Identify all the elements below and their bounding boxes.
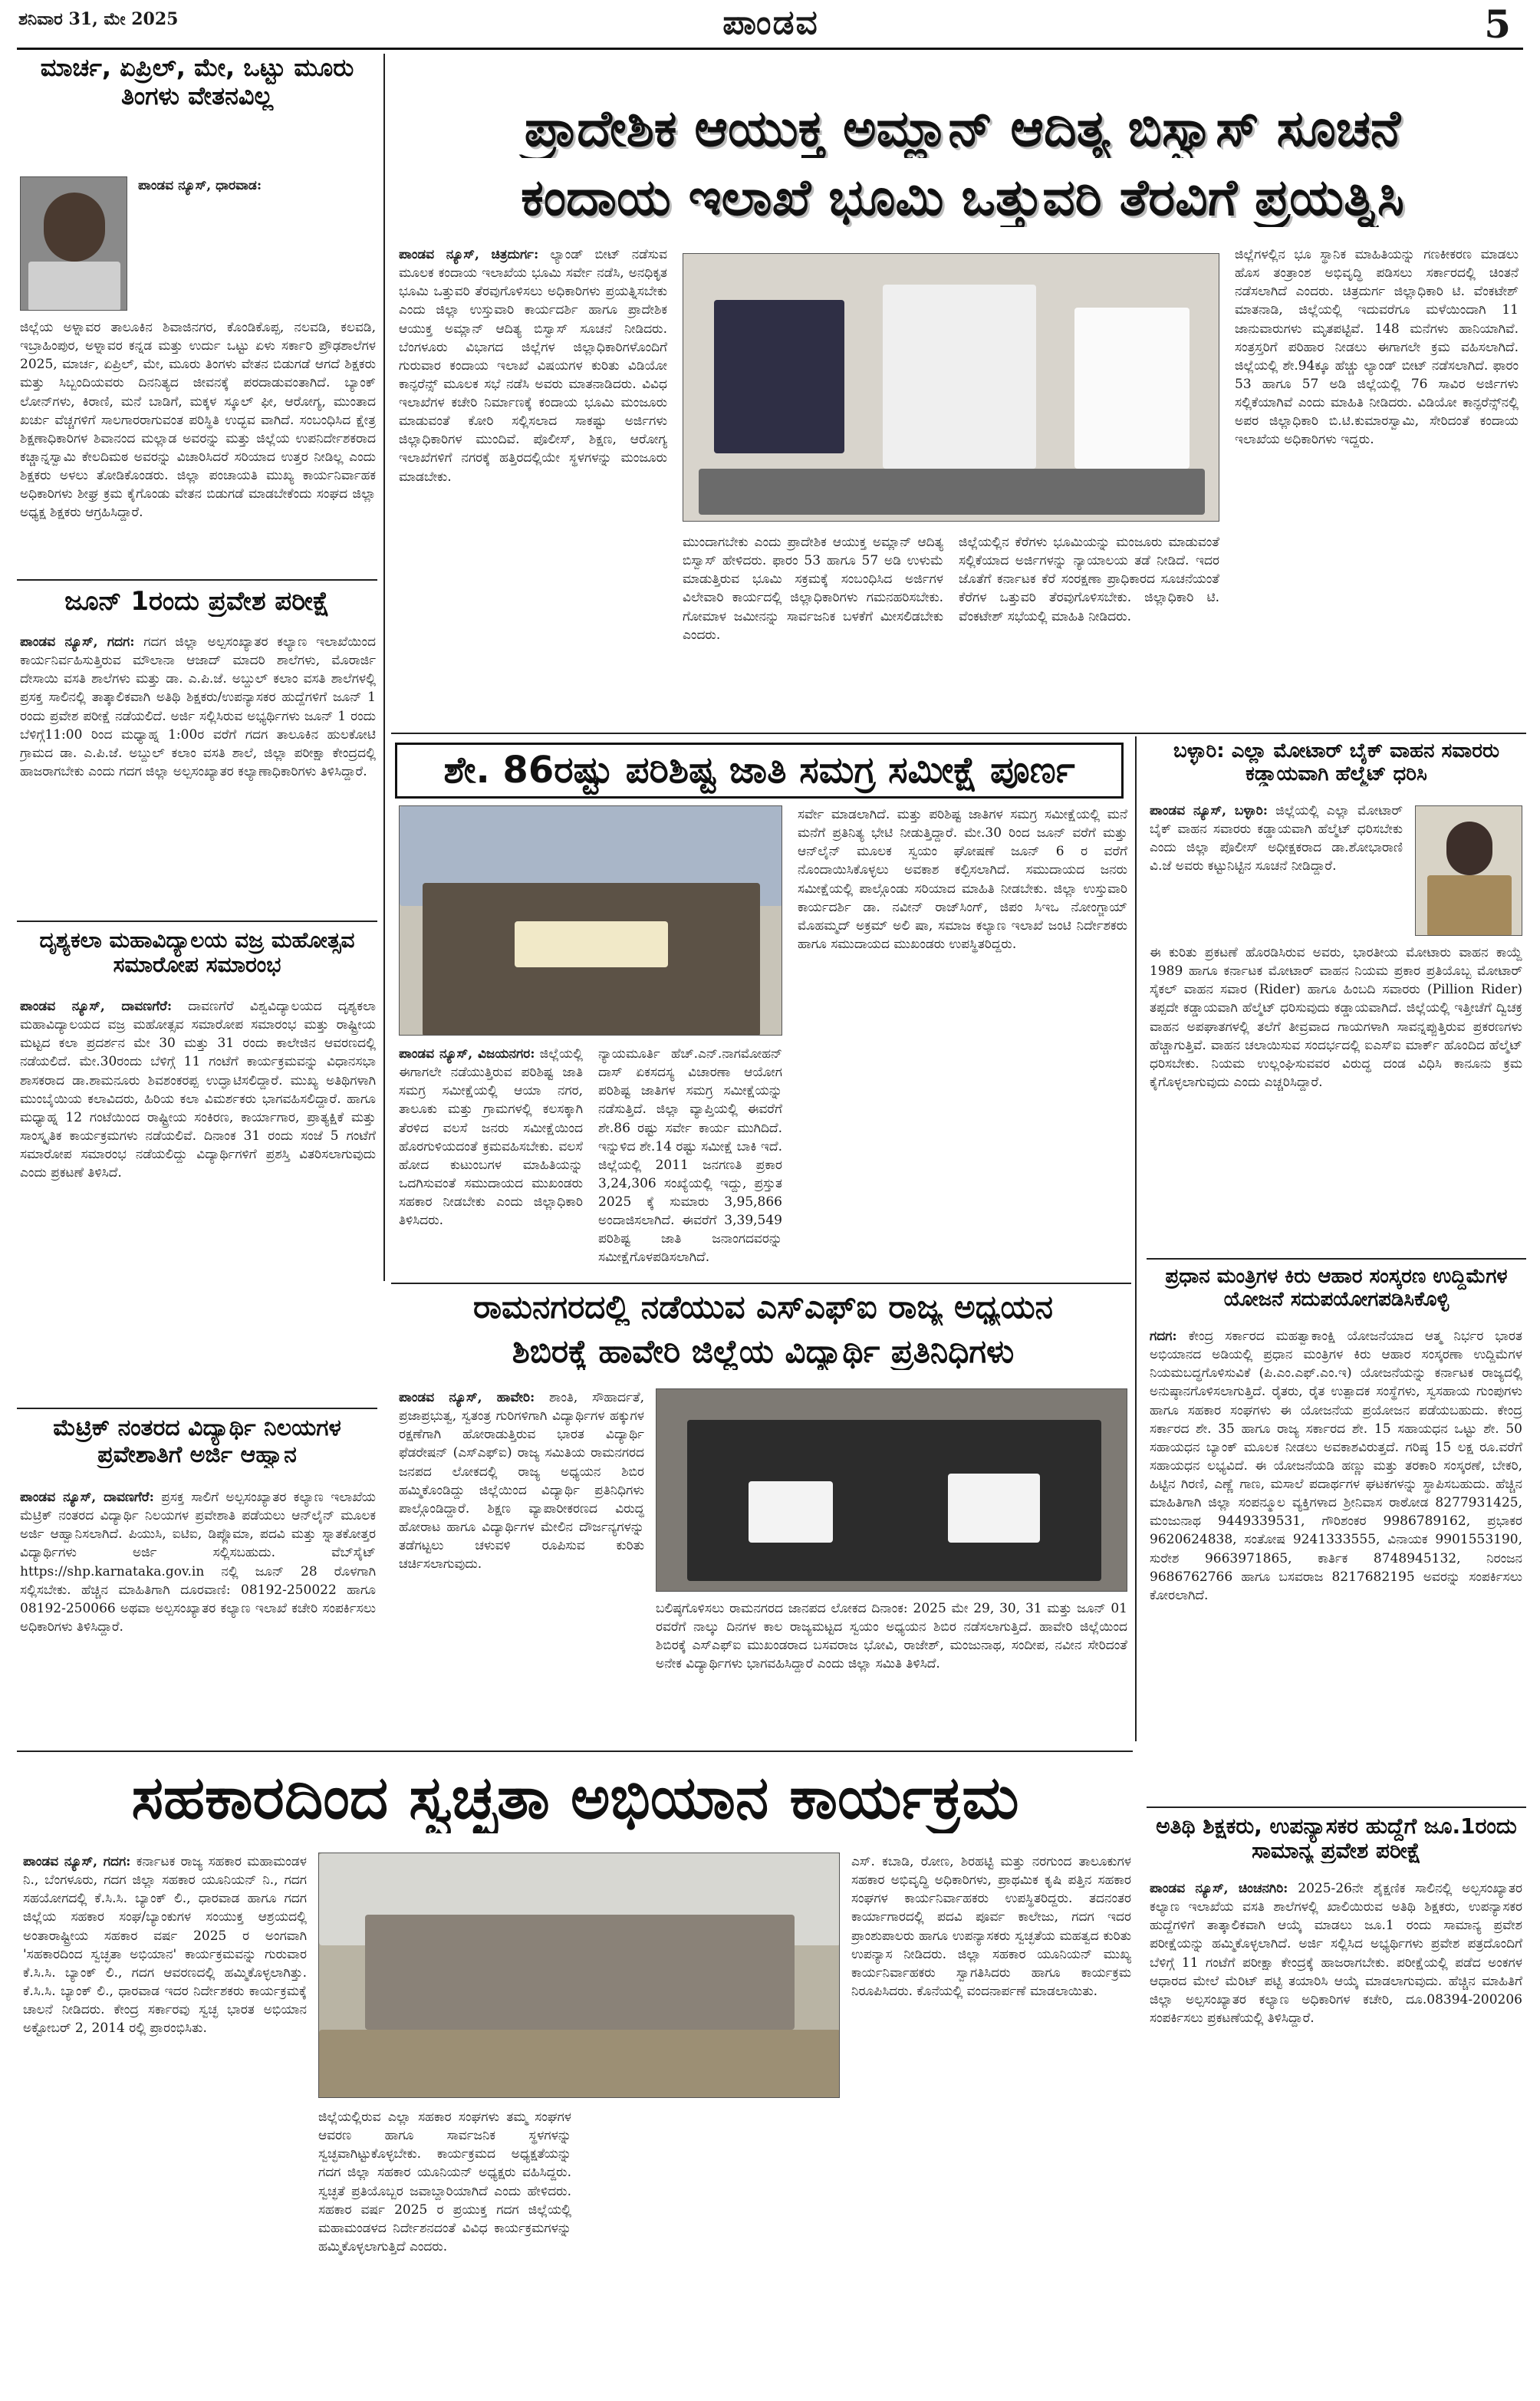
caste-survey-body-right: ಸರ್ವೇ ಮಾಡಲಾಗಿದೆ. ಮತ್ತು ಪರಿಶಿಷ್ಟ ಜಾತಿಗಳ ಸಮಗ್ರ ಸಮೀಕ್ಷೆಯಲ್ಲಿ ಮನೆ ಮನೆಗೆ ಪ್ರತಿನಿತ್ಯ ಭೇಟಿ ನೀಡುತ್ತಿದ್ದಾರೆ. ಮೇ.30 ರಿಂದ ಜೂನ್ ವರೆಗೆ ಮತ್ತು ಆನ್‌ಲೈನ್ ಮೂಲಕ ಸ್ವಯಂ ಘೋಷಣೆ ಜೂನ್ 6 ರ ವರೆಗೆ ನೊಂದಾಯಿಸಿಕೊಳ್ಳಲು ಅವಕಾಶ ಕಲ್ಪಿಸಲಾಗಿದೆ. ಸಮುದಾಯದ ಜನರು ಸಮೀಕ್ಷೆಯಲ್ಲಿ ಪಾಲ್ಗೊಂಡು ಸರಿಯಾದ ಮಾಹಿತಿ ನೀಡಬೇಕು. ಜಿಲ್ಲಾ ಉಸ್ತುವಾರಿ ಕಾರ್ಯದರ್ಶಿ ಡಾ. ನವೀನ್ ರಾಜ್‌ಸಿಂಗ್, ಜಿಪಂ ಸಿಇಒ ನೋಂಗ್ಜಾಯ್ ಮೊಹಮ್ಮದ್ ಅಕ್ರಮ್ ಅಲಿ ಷಾ, ಸಮಾಜ ಕಲ್ಯಾಣ ಇಲಾಖೆ ಜಂಟಿ ನಿರ್ದೇಶಕರು ಹಾಗೂ ಸಮುದಾಯದ ಮುಖಂಡರು ಉಪಸ್ಥಿತರಿದ್ದರು. — [798, 807, 1127, 952]
issue-date: ಶನಿವಾರ 31, ಮೇ 2025 — [18, 9, 179, 29]
story-pravesha — [17, 587, 377, 917]
cleanliness-photo — [318, 1853, 840, 2098]
lead-body-mid: ಮುಂದಾಗಬೇಕು ಎಂದು ಪ್ರಾದೇಶಿಕ ಆಯುಕ್ತ ಅಮ್ಲಾನ್ ಆದಿತ್ಯ ಬಿಸ್ವಾಸ್ ಹೇಳಿದರು. ಫಾರಂ 53 ಹಾಗೂ 57 ಅಡಿ ಉಳುಮೆ ಮಾಡುತ್ತಿರುವ ಭೂಮಿ ಸಕ್ರಮಕ್ಕೆ ಸಂಬಂಧಿಸಿದ ಅರ್ಜಿಗಳ ವಿಲೇವಾರಿ ಕಾರ್ಯದಲ್ಲಿ ಜಿಲ್ಲಾಧಿಕಾರಿಗಳು ಗಮನಹರಿಸಬೇಕು. ಗೋಮಾಳ ಜಮೀನನ್ನು ಸಾರ್ವಜನಿಕ ಬಳಕೆಗೆ ಮೀಸಲಿಡಬೇಕು ಎಂದರು. — [683, 535, 943, 643]
lead-headline-line1: ಪ್ರಾದೇಶಿಕ ಆಯುಕ್ತ ಅಮ್ಲಾನ್ ಆದಿತ್ಯ ಬಿಸ್ವಾಸ್ ಸೂಚನೆ — [524, 100, 1401, 158]
hostel-byline: ಪಾಂಡವ ನ್ಯೂಸ್, ದಾವಣಗೆರೆ: — [20, 1490, 154, 1505]
salary-photo — [20, 176, 127, 311]
caste-survey-headline: ಶೇ. 86ರಷ್ಟು ಪರಿಶಿಷ್ಟ ಜಾತಿ ಸಮಗ್ರ ಸಮೀಕ್ಷೆ ಪೂರ್ಣ — [395, 743, 1124, 799]
story-helmet — [1147, 740, 1526, 1250]
sfi-headline-line2: ಶಿಬಿರಕ್ಕೆ ಹಾವೇರಿ ಜಿಲ್ಲೆಯ ವಿದ್ಯಾರ್ಥಿ ಪ್ರತಿನಿಧಿಗಳು — [512, 1333, 1015, 1370]
lead-byline: ಪಾಂಡವ ನ್ಯೂಸ್, ಚಿತ್ರದುರ್ಗ: — [399, 247, 539, 262]
art-college-headline: ದೃಶ್ಯಕಲಾ ಮಹಾವಿದ್ಯಾಲಯ ವಜ್ರ ಮಹೋತ್ಸವ ಸಮಾರೋಪ ಸಮಾರಂಭ — [39, 928, 355, 978]
lead-headline-line2: ಕಂದಾಯ ಇಲಾಖೆ ಭೂಮಿ ಒತ್ತುವರಿ ತೆರವಿಗೆ ಪ್ರಯತ್ನಿಸಿ — [521, 169, 1404, 227]
cleanliness-body-right: ಎಸ್. ಕಬಾಡಿ, ರೋಣ, ಶಿರಹಟ್ಟಿ ಮತ್ತು ನರಗುಂದ ತಾಲೂಕುಗಳ ಸಹಕಾರ ಅಭಿವೃದ್ಧಿ ಅಧಿಕಾರಿಗಳು, ಪ್ರಾಥಮಿಕ ಕೃಷಿ ಪತ್ತಿನ ಸಹಕಾರ ಸಂಘಗಳ ಕಾರ್ಯನಿರ್ವಾಹಕರು ಉಪಸ್ಥಿತರಿದ್ದರು. ತದನಂತರ ಕಾರ್ಯಾಗಾರದಲ್ಲಿ ಪದವಿ ಪೂರ್ವ ಕಾಲೇಜು, ಗದಗ ಇದರ ಪ್ರಾಂಶುಪಾಲರು ಹಾಗೂ ಉಪನ್ಯಾಸಕರು ಸ್ವಚ್ಛತೆಯ ಮಹತ್ವದ ಕುರಿತು ಉಪನ್ಯಾಸ ನೀಡಿದರು. ಜಿಲ್ಲಾ ಸಹಕಾರ ಯೂನಿಯನ್ ಮುಖ್ಯ ಕಾರ್ಯನಿರ್ವಾಹಕರು ಸ್ವಾಗತಿಸಿದರು ಹಾಗೂ ಕಾರ್ಯಕ್ರಮ ನಿರೂಪಿಸಿದರು. ಕೊನೆಯಲ್ಲಿ ವಂದನಾರ್ಪಣೆ ಮಾಡಲಾಯಿತು. — [851, 1854, 1131, 1999]
divider-salary-bottom — [17, 579, 377, 581]
cleanliness-byline: ಪಾಂಡವ ನ್ಯೂಸ್, ಗದಗ: — [23, 1854, 131, 1869]
cleanliness-body-mid2 — [583, 2108, 840, 2389]
divider-clean-top — [17, 1751, 1133, 1752]
helmet-headline: ಬಳ್ಳಾರಿ: ಎಲ್ಲಾ ಮೋಟಾರ್ ಬೈಕ್ ವಾಹನ ಸವಾರರು ಕಡ್ಡಾಯವಾಗಿ ಹೆಲ್ಮೆಟ್ ಧರಿಸಿ — [1173, 740, 1499, 786]
caste-survey-body-mid: ನ್ಯಾಯಮೂರ್ತಿ ಹೆಚ್.ಎನ್.ನಾಗಮೋಹನ್ ದಾಸ್ ಏಕಸದಸ್ಯ ವಿಚಾರಣಾ ಆಯೋಗ ಪರಿಶಿಷ್ಟ ಜಾತಿಗಳ ಸಮಗ್ರ ಸಮೀಕ್ಷೆಯನ್ನು ನಡೆಸುತ್ತಿದೆ. ಜಿಲ್ಲಾ ವ್ಯಾಪ್ತಿಯಲ್ಲಿ ಈವರೆಗೆ ಶೇ.86 ರಷ್ಟು ಸರ್ವೇ ಕಾರ್ಯ ಮುಗಿದಿದೆ. ಇನ್ನುಳಿದ ಶೇ.14 ರಷ್ಟು ಸಮೀಕ್ಷೆ ಬಾಕಿ ಇದೆ. ಜಿಲ್ಲೆಯಲ್ಲಿ 2011 ಜನಗಣತಿ ಪ್ರಕಾರ 3,24,306 ಸಂಖ್ಯೆಯಲ್ಲಿ ಇದ್ದು, ಪ್ರಸ್ತುತ 2025 ಕ್ಕೆ ಸುಮಾರು 3,95,866 ಅಂದಾಜಿಸಲಾಗಿದೆ. ಈವರೆಗೆ 3,39,549 ಪರಿಶಿಷ್ಟ ಜಾತಿ ಜನಾಂಗದವರನ್ನು ಸಮೀಕ್ಷೆಗೊಳಪಡಿಸಲಾಗಿದೆ. — [598, 1046, 782, 1266]
helmet-body: ಈ ಕುರಿತು ಪ್ರಕಟಣೆ ಹೊರಡಿಸಿರುವ ಅವರು, ಭಾರತೀಯ ಮೋಟಾರು ವಾಹನ ಕಾಯ್ದೆ 1989 ಹಾಗೂ ಕರ್ನಾಟಕ ಮೋಟಾರ್ ವಾಹನ ನಿಯಮ ಪ್ರಕಾರ ಪ್ರತಿಯೊಬ್ಬ ಮೋಟಾರ್ ಸೈಕಲ್ ವಾಹನ ಸವಾರ (Rider) ಹಾಗೂ ಹಿಂಬದಿ ಸವಾರರು (Pillion Rider) ತಪ್ಪದೇ ಕಡ್ಡಾಯವಾಗಿ ಹೆಲ್ಮೆಟ್ ಧರಿಸುವುದು ಕಡ್ಡಾಯವಾಗಿದೆ. ಜಿಲ್ಲೆಯಲ್ಲಿ ಇತ್ತೀಚೆಗೆ ದ್ವಿಚಕ್ರ ವಾಹನ ಅಪಘಾತಗಳಲ್ಲಿ ತಲೆಗೆ ತೀವ್ರವಾದ ಗಾಯಗಳಾಗಿ ಸಾವನ್ನಪ್ಪುತ್ತಿರುವ ಪ್ರಕರಣಗಳು ಹೆಚ್ಚಾಗುತ್ತಿವೆ. ವಾಹನ ಚಲಾಯಿಸುವ ಸಂದರ್ಭದಲ್ಲಿ ಐಎಸ್‌ಐ ಮಾರ್ಕ್ ಹೊಂದಿದ ಹೆಲ್ಮೆಟ್ ಧರಿಸಬೇಕು. ನಿಯಮ ಉಲ್ಲಂಘಿಸುವವರ ವಿರುದ್ಧ ದಂಡ ವಿಧಿಸಿ ಕಾನೂನು ಕ್ರಮ ಕೈಗೊಳ್ಳಲಾಗುವುದು ಎಂದು ಎಚ್ಚರಿಸಿದ್ದಾರೆ. — [1150, 945, 1522, 1090]
guest-teacher-byline: ಪಾಂಡವ ನ್ಯೂಸ್, ಚಿಂಚನಗಿರಿ: — [1150, 1881, 1288, 1896]
cleanliness-body-left: ಕರ್ನಾಟಕ ರಾಜ್ಯ ಸಹಕಾರ ಮಹಾಮಂಡಳ ನಿ., ಬೆಂಗಳೂರು, ಗದಗ ಜಿಲ್ಲಾ ಸಹಕಾರ ಯೂನಿಯನ್ ನಿ., ಗದಗ ಸಹಯೋಗದಲ್ಲಿ ಕೆ.ಸಿ.ಸಿ. ಬ್ಯಾಂಕ್ ಲಿ., ಧಾರವಾಡ ಹಾಗೂ ಗದಗ ಜಿಲ್ಲೆಯ ಸಹಕಾರ ಸಂಘ/ಬ್ಯಾಂಕುಗಳ ಸಂಯುಕ್ತ ಆಶ್ರಯದಲ್ಲಿ ಅಂತಾರಾಷ್ಟ್ರೀಯ ಸಹಕಾರ ವರ್ಷ 2025 ರ ಅಂಗವಾಗಿ 'ಸಹಕಾರದಿಂದ ಸ್ವಚ್ಛತಾ ಅಭಿಯಾನ' ಕಾರ್ಯಕ್ರಮವನ್ನು ಗುರುವಾರ ಕೆ.ಸಿ.ಸಿ. ಬ್ಯಾಂಕ್ ಲಿ., ಗದಗ ಆವರಣದಲ್ಲಿ ಹಮ್ಮಿಕೊಳ್ಳಲಾಗಿತ್ತು. ಕೆ.ಸಿ.ಸಿ. ಬ್ಯಾಂಕ್ ಲಿ., ಧಾರವಾಡ ಇದರ ನಿರ್ದೇಶಕರು ಕಾರ್ಯಕ್ರಮಕ್ಕೆ ಚಾಲನೆ ನೀಡಿದರು. ಕೇಂದ್ರ ಸರ್ಕಾರವು ಸ್ವಚ್ಛ ಭಾರತ ಅಭಿಯಾನ ಅಕ್ಟೋಬರ್ 2, 2014 ರಲ್ಲಿ ಪ್ರಾರಂಭಿಸಿತು. — [23, 1854, 307, 2037]
cleanliness-headline: ಸಹಕಾರದಿಂದ ಸ್ವಚ್ಛತಾ ಅಭಿಯಾನ ಕಾರ್ಯಕ್ರಮ — [131, 1764, 1019, 1833]
story-hostel — [17, 1415, 377, 1749]
lead-body-right-mid: ಜಿಲ್ಲೆಯಲ್ಲಿನ ಕೆರೆಗಳು ಭೂಮಿಯನ್ನು ಮಂಜೂರು ಮಾಡುವಂತೆ ಸಲ್ಲಿಕೆಯಾದ ಅರ್ಜಿಗಳನ್ನು ನ್ಯಾಯಾಲಯ ತಡೆ ನೀಡಿದೆ. ಇದರ ಜೊತೆಗೆ ಕರ್ನಾಟಕ ಕೆರೆ ಸಂರಕ್ಷಣಾ ಪ್ರಾಧಿಕಾರದ ಸೂಚನೆಯಂತೆ ಕೆರೆಗಳ ಒತ್ತುವರಿ ತೆರವುಗೊಳಿಸಬೇಕು. ಜಿಲ್ಲಾಧಿಕಾರಿ ಟಿ. ವೆಂಕಟೇಶ್ ಸಭೆಯಲ್ಲಿ ಮಾಹಿತಿ ನೀಡಿದರು. — [959, 535, 1219, 624]
masthead-rule — [17, 48, 1523, 50]
helmet-officer-photo — [1415, 805, 1522, 936]
sfi-body-left: ಶಾಂತಿ, ಸೌಹಾರ್ದತೆ, ಪ್ರಜಾಪ್ರಭುತ್ವ, ಸ್ವತಂತ್ರ ಗುರಿಗಳಿಗಾಗಿ ವಿದ್ಯಾರ್ಥಿಗಳ ಹಕ್ಕುಗಳ ರಕ್ಷಣೆಗಾಗಿ ಹೋರಾಡುತ್ತಿರುವ ಭಾರತ ವಿದ್ಯಾರ್ಥಿ ಫೆಡರೇಷನ್ (ಎಸ್ಎಫ್ಐ) ರಾಜ್ಯ ಸಮಿತಿಯ ರಾಮನಗರದ ಜನಪದ ಲೋಕದಲ್ಲಿ ರಾಜ್ಯ ಅಧ್ಯಯನ ಶಿಬಿರ ಹಮ್ಮಿಕೊಂಡಿದ್ದು ಜಿಲ್ಲೆಯಿಂದ ವಿದ್ಯಾರ್ಥಿ ಪ್ರತಿನಿಧಿಗಳು ಪಾಲ್ಗೊಂಡಿದ್ದಾರೆ. ಶಿಕ್ಷಣ ವ್ಯಾಪಾರೀಕರಣದ ವಿರುದ್ಧ ಹೋರಾಟ ಹಾಗೂ ವಿದ್ಯಾರ್ಥಿಗಳ ಮೇಲಿನ ದೌರ್ಜನ್ಯಗಳನ್ನು ತಡೆಗಟ್ಟಲು ಚಳುವಳಿ ರೂಪಿಸುವ ಕುರಿತು ಚರ್ಚಿಸಲಾಗುವುದು. — [399, 1390, 644, 1573]
hostel-body: ಪ್ರಸಕ್ತ ಸಾಲಿಗೆ ಅಲ್ಪಸಂಖ್ಯಾತರ ಕಲ್ಯಾಣ ಇಲಾಖೆಯ ಮೆಟ್ರಿಕ್ ನಂತರದ ವಿದ್ಯಾರ್ಥಿ ನಿಲಯಗಳ ಪ್ರವೇಶಾತಿ ಪಡೆಯಲು ಆನ್‌ಲೈನ್ ಮೂಲಕ ಅರ್ಜಿ ಆಹ್ವಾನಿಸಲಾಗಿದೆ. ಪಿಯುಸಿ, ಐಟಿಐ, ಡಿಪ್ಲೊಮಾ, ಪದವಿ ಮತ್ತು ಸ್ನಾತಕೋತ್ತರ ವಿದ್ಯಾರ್ಥಿಗಳು ಅರ್ಜಿ ಸಲ್ಲಿಸಬಹುದು. ವೆಬ್‌ಸೈಟ್ https://shp.karnataka.gov.in ನಲ್ಲಿ ಜೂನ್ 28 ರೊಳಗಾಗಿ ಸಲ್ಲಿಸಬೇಕು. ಹೆಚ್ಚಿನ ಮಾಹಿತಿಗಾಗಿ ದೂರವಾಣಿ: 08192-250022 ಹಾಗೂ 08192-250066 ಅಥವಾ ಅಲ್ಪಸಂಖ್ಯಾತರ ಕಲ್ಯಾಣ ಇಲಾಖೆ ಕಚೇರಿ ಸಂಪರ್ಕಿಸಲು ಅಧಿಕಾರಿಗಳು ತಿಳಿಸಿದ್ದಾರೆ. — [20, 1490, 376, 1635]
lead-photo — [683, 253, 1219, 522]
salary-byline: ಪಾಂಡವ ನ್ಯೂಸ್, ಧಾರವಾಡ: — [138, 178, 262, 193]
story-art-college — [17, 928, 377, 1404]
helmet-body-top: ಜಿಲ್ಲೆಯಲ್ಲಿ ಎಲ್ಲಾ ಮೋಟಾರ್ ಬೈಕ್ ವಾಹನ ಸವಾರರು ಕಡ್ಡಾಯವಾಗಿ ಹೆಲ್ಮೆಟ್ ಧರಿಸಬೇಕು ಎಂದು ಜಿಲ್ಲಾ ಪೊಲೀಸ್ ಅಧೀಕ್ಷಕರಾದ ಡಾ.ಶೋಭಾರಾಣಿ ವಿ.ಜೆ ಅವರು ಕಟ್ಟುನಿಟ್ಟಿನ ಸೂಚನೆ ನೀಡಿದ್ದಾರೆ. — [1150, 803, 1403, 874]
caste-survey-byline: ಪಾಂಡವ ನ್ಯೂಸ್, ವಿಜಯನಗರ: — [399, 1046, 535, 1062]
divider-lead-bottom — [391, 733, 1526, 734]
divider-caste-bottom — [391, 1283, 1131, 1284]
cleanliness-body-mid: ಜಿಲ್ಲೆಯಲ್ಲಿರುವ ಎಲ್ಲಾ ಸಹಕಾರ ಸಂಘಗಳು ತಮ್ಮ ಸಂಘಗಳ ಆವರಣ ಹಾಗೂ ಸಾರ್ವಜನಿಕ ಸ್ಥಳಗಳನ್ನು ಸ್ವಚ್ಛವಾಗಿಟ್ಟುಕೊಳ್ಳಬೇಕು. ಕಾರ್ಯಕ್ರಮದ ಅಧ್ಯಕ್ಷತೆಯನ್ನು ಗದಗ ಜಿಲ್ಲಾ ಸಹಕಾರ ಯೂನಿಯನ್ ಅಧ್ಯಕ್ಷರು ವಹಿಸಿದ್ದರು. ಸ್ವಚ್ಛತೆ ಪ್ರತಿಯೊಬ್ಬರ ಜವಾಬ್ದಾರಿಯಾಗಿದೆ ಎಂದು ಹೇಳಿದರು. ಸಹಕಾರ ವರ್ಷ 2025 ರ ಪ್ರಯುಕ್ತ ಗದಗ ಜಿಲ್ಲೆಯಲ್ಲಿ ಮಹಾಮಂಡಳದ ನಿರ್ದೇಶನದಂತೆ ವಿವಿಧ ಕಾರ್ಯಕ್ರಮಗಳನ್ನು ಹಮ್ಮಿಕೊಳ್ಳಲಾಗುತ್ತಿದೆ ಎಂದರು. — [318, 2110, 571, 2254]
food-scheme-body: ಕೇಂದ್ರ ಸರ್ಕಾರದ ಮಹತ್ವಾಕಾಂಕ್ಷಿ ಯೋಜನೆಯಾದ ಆತ್ಮ ನಿರ್ಭರ ಭಾರತ ಅಭಿಯಾನದ ಅಡಿಯಲ್ಲಿ ಪ್ರಧಾನ ಮಂತ್ರಿಗಳ ಕಿರು ಆಹಾರ ಸಂಸ್ಕರಣಾ ಉದ್ದಿಮೆಗಳ ನಿಯಮಬದ್ಧಗೊಳಿಸುವಿಕೆ (ಪಿ.ಎಂ.ಎಫ್.ಎಂ.ಇ) ಯೋಜನೆಯನ್ನು ಕರ್ನಾಟಕ ರಾಜ್ಯದಲ್ಲಿ ಅನುಷ್ಠಾನಗೊಳಿಸಲಾಗುತ್ತಿದೆ. ರೈತರು, ರೈತ ಉತ್ಪಾದಕ ಸಂಸ್ಥೆಗಳು, ಸ್ವಸಹಾಯ ಗುಂಪುಗಳು ಹಾಗೂ ಸಹಕಾರ ಸಂಘಗಳು ಈ ಯೋಜನೆಯ ಪ್ರಯೋಜನ ಪಡೆಯಬಹುದು. ಕೇಂದ್ರ ಸರ್ಕಾರದ ಶೇ. 35 ಹಾಗೂ ರಾಜ್ಯ ಸರ್ಕಾರದ ಶೇ. 15 ಸಹಾಯಧನ ಒಟ್ಟು ಶೇ. 50 ಸಹಾಯಧನ ಬ್ಯಾಂಕ್ ಮೂಲಕ ನೀಡಲು ಅವಕಾಶವಿರುತ್ತದೆ. ಗರಿಷ್ಠ 15 ಲಕ್ಷ ರೂ.ವರೆಗೆ ಸಹಾಯಧನ ಲಭ್ಯವಿದೆ. ಈ ಯೋಜನೆಯಡಿ ಹಣ್ಣು ಮತ್ತು ತರಕಾರಿ ಸಂಸ್ಕರಣೆ, ಬೇಕರಿ, ಹಿಟ್ಟಿನ ಗಿರಣಿ, ಎಣ್ಣೆ ಗಾಣ, ಮಸಾಲೆ ಪದಾರ್ಥಗಳ ಘಟಕಗಳನ್ನು ಸ್ಥಾಪಿಸಬಹುದು. ಹೆಚ್ಚಿನ ಮಾಹಿತಿಗಾಗಿ ಜಿಲ್ಲಾ ಸಂಪನ್ಮೂಲ ವ್ಯಕ್ತಿಗಳಾದ ಶ್ರೀನಿವಾಸ ರಾಠೋಡ 8277931425, ಮಂಜುನಾಥ 9449339531, ಗೌರಿಶಂಕರ 9986789162, ಪ್ರಭಾಕರ 9620624838, ಸಂತೋಷ 9241333555, ವಿನಾಯಕ 9901553190, ಸುರೇಶ 9663971865, ಕಾರ್ತಿಕ 8748945132, ನಿರಂಜನ 9686762766 ಹಾಗೂ ಬಸವರಾಜ 8217682195 ಅವರನ್ನು ಸಂಪರ್ಕಿಸಲು ಕೋರಲಾಗಿದೆ. — [1150, 1329, 1522, 1603]
story-guest-teacher — [1147, 1814, 1526, 2389]
divider-pravesha-bottom — [17, 921, 377, 922]
divider-left — [383, 54, 385, 1281]
food-scheme-byline: ಗದಗ: — [1150, 1329, 1177, 1344]
salary-headline: ಮಾರ್ಚ, ಏಪ್ರಿಲ್, ಮೇ, ಒಟ್ಟು ಮೂರು ತಿಂಗಳು ವೇತನವಿಲ್ಲ — [40, 54, 354, 110]
art-college-byline: ಪಾಂಡವ ನ್ಯೂಸ್, ದಾವಣಗೆರೆ: — [20, 999, 173, 1014]
sfi-body-right: ಬಲಿಷ್ಠಗೊಳಿಸಲು ರಾಮನಗರದ ಜಾನಪದ ಲೋಕದ ದಿನಾಂಕ: 2025 ಮೇ 29, 30, 31 ಮತ್ತು ಜೂನ್ 01 ರವರೆಗೆ ನಾಲ್ಕು ದಿನಗಳ ಕಾಲ ರಾಜ್ಯಮಟ್ಟದ ಸ್ವಯಂ ಅಧ್ಯಯನ ಶಿಬಿರ ನಡೆಸಲಾಗುತ್ತಿದೆ. ಹಾವೇರಿ ಜಿಲ್ಲೆಯಿಂದ ಶಿಬಿರಕ್ಕೆ ಎಸ್ಎಫ್ಐ ಮುಖಂಡರಾದ ಬಸವರಾಜ ಭೋವಿ, ರಾಜೇಶ್, ಮಂಜುನಾಥ, ಸಂದೀಪ, ನವೀನ ಸೇರಿದಂತೆ ಅನೇಕ ವಿದ್ಯಾರ್ಥಿಗಳು ಭಾಗವಹಿಸಿದ್ದಾರೆ ಎಂದು ಜಿಲ್ಲಾ ಸಮಿತಿ ತಿಳಿಸಿದೆ. — [656, 1601, 1127, 1672]
newspaper-logo: ಪಾಂಡವ — [722, 3, 819, 42]
art-college-body: ದಾವಣಗೆರೆ ವಿಶ್ವವಿದ್ಯಾಲಯದ ದೃಶ್ಯಕಲಾ ಮಹಾವಿದ್ಯಾಲಯದ ವಜ್ರ ಮಹೋತ್ಸವ ಸಮಾರೋಪ ಸಮಾರಂಭ ಮತ್ತು ರಾಷ್ಟ್ರೀಯ ಮಟ್ಟದ ಕಲಾ ಪ್ರದರ್ಶನ ಮೇ 30 ಮತ್ತು 31 ರಂದು ಕಾಲೇಜಿನ ಆವರಣದಲ್ಲಿ ನಡೆಯಲಿದೆ. ಮೇ.30ರಂದು ಬೆಳಿಗ್ಗೆ 11 ಗಂಟೆಗೆ ಕಾರ್ಯಕ್ರಮವನ್ನು ವಿಧಾನಸಭಾ ಶಾಸಕರಾದ ಡಾ.ಶಾಮನೂರು ಶಿವಶಂಕರಪ್ಪ ಉದ್ಘಾಟಿಸಲಿದ್ದಾರೆ. ಮುಖ್ಯ ಅತಿಥಿಗಳಾಗಿ ಮುಂಬೈಯಿಯ ಕಲಾವಿದರು, ಹಿರಿಯ ಕಲಾ ವಿಮರ್ಶಕರು ಭಾಗವಹಿಸಲಿದ್ದಾರೆ. ಹಾಗೂ ಮಧ್ಯಾಹ್ನ 12 ಗಂಟೆಯಿಂದ ರಾಷ್ಟ್ರೀಯ ಸಂಕಿರಣ, ಕಾರ್ಯಾಗಾರ, ಪ್ರಾತ್ಯಕ್ಷಿಕೆ ಮತ್ತು ಸಾಂಸ್ಕೃತಿಕ ಕಾರ್ಯಕ್ರಮಗಳು ನಡೆಯಲಿವೆ. ದಿನಾಂಕ 31 ರಂದು ಸಂಜೆ 5 ಗಂಟೆಗೆ ಸಮಾರೋಪ ಸಮಾರಂಭ ನಡೆಯಲಿದ್ದು ವಿದ್ಯಾರ್ಥಿಗಳಿಗೆ ಪ್ರಶಸ್ತಿ ವಿತರಿಸಲಾಗುವುದು ಎಂದು ಪ್ರಕಟಣೆ ತಿಳಿಸಿದೆ. — [20, 999, 376, 1181]
divider-helmet-bottom — [1147, 1258, 1526, 1260]
pravesha-body: ಗದಗ ಜಿಲ್ಲಾ ಅಲ್ಪಸಂಖ್ಯಾತರ ಕಲ್ಯಾಣ ಇಲಾಖೆಯಿಂದ ಕಾರ್ಯನಿರ್ವಹಿಸುತ್ತಿರುವ ಮೌಲಾನಾ ಆಜಾದ್ ಮಾದರಿ ಶಾಲೆಗಳು, ಮೊರಾರ್ಜಿ ದೇಸಾಯಿ ವಸತಿ ಶಾಲೆಗಳು ಮತ್ತು ಡಾ. ಎ.ಪಿ.ಜೆ. ಅಬ್ದುಲ್ ಕಲಾಂ ವಸತಿ ಶಾಲೆಗಳಲ್ಲಿ ಪ್ರಸಕ್ತ ಸಾಲಿನಲ್ಲಿ ತಾತ್ಕಾಲಿಕವಾಗಿ ಅತಿಥಿ ಶಿಕ್ಷಕರು/ಉಪನ್ಯಾಸಕರ ಹುದ್ದೆಗಳಿಗೆ ಜೂನ್ 1 ರಂದು ಪ್ರವೇಶ ಪರೀಕ್ಷೆ ನಡೆಯಲಿದೆ. ಅರ್ಜಿ ಸಲ್ಲಿಸಿರುವ ಅಭ್ಯರ್ಥಿಗಳು ಜೂನ್ 1 ರಂದು ಬೆಳಿಗ್ಗೆ11:00 ರಿಂದ ಮಧ್ಯಾಹ್ನ 1:00ರ ವರೆಗೆ ಗದಗ ತಾಲೂಕಿನ ಹುಲಕೋಟಿ ಗ್ರಾಮದ ಡಾ. ಎ.ಪಿ.ಜೆ. ಅಬ್ದುಲ್ ಕಲಾಂ ವಸತಿ ಶಾಲೆ, ಜಿಲ್ಲಾ ಪರೀಕ್ಷಾ ಕೇಂದ್ರದಲ್ಲಿ ಹಾಜರಾಗಬೇಕು ಎಂದು ಗದಗ ಜಿಲ್ಲಾ ಅಲ್ಪಸಂಖ್ಯಾತರ ಕಲ್ಯಾಣಾಧಿಕಾರಿಗಳು ತಿಳಿಸಿದ್ದಾರೆ. — [20, 634, 376, 779]
food-scheme-headline: ಪ್ರಧಾನ ಮಂತ್ರಿಗಳ ಕಿರು ಆಹಾರ ಸಂಸ್ಕರಣ ಉದ್ದಿಮೆಗಳ ಯೋಜನೆ ಸದುಪಯೋಗಪಡಿಸಿಕೊಳ್ಳಿ — [1165, 1266, 1508, 1311]
guest-teacher-headline: ಅತಿಥಿ ಶಿಕ್ಷಕರು, ಉಪನ್ಯಾಸಕರ ಹುದ್ದೆಗೆ ಜೂ.1ರಂದು ಸಾಮಾನ್ಯ ಪ್ರವೇಶ ಪರೀಕ್ಷೆ — [1156, 1814, 1517, 1864]
pravesha-headline: ಜೂನ್ 1ರಂದು ಪ್ರವೇಶ ಪರೀಕ್ಷೆ — [64, 587, 330, 617]
sfi-photo — [656, 1388, 1127, 1592]
sfi-headline-line1: ರಾಮನಗರದಲ್ಲಿ ನಡೆಯುವ ಎಸ್ಎಫ್ಐ ರಾಜ್ಯ ಅಧ್ಯಯನ — [473, 1289, 1053, 1326]
caste-survey-body-left: ಜಿಲ್ಲೆಯಲ್ಲಿ ಈಗಾಗಲೇ ನಡೆಯುತ್ತಿರುವ ಪರಿಶಿಷ್ಟ ಜಾತಿ ಸಮಗ್ರ ಸಮೀಕ್ಷೆಯಲ್ಲಿ ಆಯಾ ನಗರ, ತಾಲೂಕು ಮತ್ತು ಗ್ರಾಮಗಳಲ್ಲಿ ಕಲಸಕ್ಕಾಗಿ ತೆರಳಿದ ವಲಸೆ ಜನರು ಸಮೀಕ್ಷೆಯಿಂದ ಹೊರಗುಳಿಯದಂತೆ ಕ್ರಮವಹಿಸಬೇಕು. ವಲಸೆ ಹೋದ ಕುಟುಂಬಗಳ ಮಾಹಿತಿಯನ್ನು ಒದಗಿಸುವಂತೆ ಸಮುದಾಯದ ಮುಖಂಡರು ಸಹಕಾರ ನೀಡಬೇಕು ಎಂದು ಜಿಲ್ಲಾಧಿಕಾರಿ ತಿಳಿಸಿದರು. — [399, 1046, 583, 1229]
pravesha-byline: ಪಾಂಡವ ನ್ಯೂಸ್, ಗದಗ: — [20, 634, 135, 650]
guest-teacher-body: 2025-26ನೇ ಶೈಕ್ಷಣಿಕ ಸಾಲಿನಲ್ಲಿ ಅಲ್ಪಸಂಖ್ಯಾತರ ಕಲ್ಯಾಣ ಇಲಾಖೆಯ ವಸತಿ ಶಾಲೆಗಳಲ್ಲಿ ಖಾಲಿಯಿರುವ ಅತಿಥಿ ಶಿಕ್ಷಕರು, ಉಪನ್ಯಾಸಕರ ಹುದ್ದೆಗಳಿಗೆ ತಾತ್ಕಾಲಿಕವಾಗಿ ಆಯ್ಕೆ ಮಾಡಲು ಜೂ.1 ರಂದು ಸಾಮಾನ್ಯ ಪ್ರವೇಶ ಪರೀಕ್ಷೆಯನ್ನು ಹಮ್ಮಿಕೊಳ್ಳಲಾಗಿದೆ. ಅರ್ಜಿ ಸಲ್ಲಿಸಿದ ಅಭ್ಯರ್ಥಿಗಳು ಪ್ರವೇಶ ಪತ್ರದೊಂದಿಗೆ ಬೆಳಿಗ್ಗೆ 11 ಗಂಟೆಗೆ ಪರೀಕ್ಷಾ ಕೇಂದ್ರಕ್ಕೆ ಹಾಜರಾಗಬೇಕು. ಪರೀಕ್ಷೆಯಲ್ಲಿ ಪಡೆದ ಅಂಕಗಳ ಆಧಾರದ ಮೇಲೆ ಮೆರಿಟ್ ಪಟ್ಟಿ ತಯಾರಿಸಿ ಆಯ್ಕೆ ಮಾಡಲಾಗುವುದು. ಹೆಚ್ಚಿನ ಮಾಹಿತಿಗೆ ಜಿಲ್ಲಾ ಅಲ್ಪಸಂಖ್ಯಾತರ ಕಲ್ಯಾಣ ಅಧಿಕಾರಿಗಳ ಕಚೇರಿ, ದೂ.08394-200206 ಸಂಪರ್ಕಿಸಲು ಪ್ರಕಟಣೆಯಲ್ಲಿ ತಿಳಿಸಿದ್ದಾರೆ. — [1150, 1881, 1522, 2026]
story-food-scheme — [1147, 1266, 1526, 1803]
lead-body-left: ಲ್ಯಾಂಡ್ ಬೀಟ್ ನಡೆಸುವ ಮೂಲಕ ಕಂದಾಯ ಇಲಾಖೆಯ ಭೂಮಿ ಸರ್ವೇ ನಡೆಸಿ, ಅನಧಿಕೃತ ಭೂಮಿ ಒತ್ತುವರಿ ತೆರವುಗೊಳಿಸಲು ಅಧಿಕಾರಿಗಳು ಪ್ರಯತ್ನಿಸಬೇಕು ಎಂದು ಜಿಲ್ಲಾ ಉಸ್ತುವಾರಿ ಕಾರ್ಯದರ್ಶಿ ಹಾಗೂ ಪ್ರಾದೇಶಿಕ ಆಯುಕ್ತ ಅಮ್ಲಾನ್ ಆದಿತ್ಯ ಬಿಸ್ವಾಸ್ ಸೂಚನೆ ನೀಡಿದರು. ಬೆಂಗಳೂರು ವಿಭಾಗದ ಜಿಲ್ಲೆಗಳ ಜಿಲ್ಲಾಧಿಕಾರಿಗಳೊಂದಿಗೆ ಗುರುವಾರ ಕಂದಾಯ ಇಲಾಖೆ ವಿಷಯಗಳ ಕುರಿತು ವಿಡಿಯೋ ಕಾನ್ಫರೆನ್ಸ್ ಮೂಲಕ ಸಭೆ ನಡೆಸಿ ಅವರು ಮಾತನಾಡಿದರು. ವಿವಿಧ ಇಲಾಖೆಗಳ ಕಚೇರಿ ನಿರ್ಮಾಣಕ್ಕೆ ಕಂದಾಯ ಭೂಮಿ ಮಂಜೂರು ಮಾಡುವಂತೆ ಕೋರಿ ಸಲ್ಲಿಸಲಾದ ಸಾಕಷ್ಟು ಅರ್ಜಿಗಳು ಜಿಲ್ಲಾಧಿಕಾರಿಗಳ ಮುಂದಿವೆ. ಪೊಲೀಸ್, ಶಿಕ್ಷಣ, ಆರೋಗ್ಯ ಇಲಾಖೆಗಳಿಗೆ ನಗರಕ್ಕೆ ಹತ್ತಿರದಲ್ಲಿಯೇ ಸ್ಥಳಗಳನ್ನು ಮಂಜೂರು ಮಾಡಬೇಕು. — [399, 247, 667, 485]
helmet-byline: ಪಾಂಡವ ನ್ಯೂಸ್, ಬಳ್ಳಾರಿ: — [1150, 803, 1268, 818]
divider-art-bottom — [17, 1408, 377, 1409]
salary-body: ಜಿಲ್ಲೆಯ ಅಳ್ನಾವರ ತಾಲೂಕಿನ ಶಿವಾಜಿನಗರ, ಕೊಂಡಿಕೊಪ್ಪ, ನಲವಡಿ, ಕಲವಡಿ, ಇಬ್ರಾಹಿಂಪುರ, ಅಳ್ನಾವರ ಕನ್ನಡ ಮತ್ತು ಉರ್ದು ಒಟ್ಟು ಏಳು ಸರ್ಕಾರಿ ಪ್ರೌಢಶಾಲೆಗಳ 2025, ಮಾರ್ಚ, ಏಪ್ರಿಲ್, ಮೇ, ಮೂರು ತಿಂಗಳು ವೇತನ ಬಿಡುಗಡೆ ಆಗದೆ ಶಿಕ್ಷಕರು ಮತ್ತು ಸಿಬ್ಬಂದಿಯವರು ದಿನನಿತ್ಯದ ಜೀವನಕ್ಕೆ ಪರದಾಡುವಂತಾಗಿದೆ. ಬ್ಯಾಂಕ್ ಲೋನ್‌ಗಳು, ಕಿರಾಣಿ, ಮನೆ ಬಾಡಿಗೆ, ಮಕ್ಕಳ ಸ್ಕೂಲ್ ಫೀ, ಆರೋಗ್ಯ, ಮುಂತಾದ ಖರ್ಚು ವೆಚ್ಚಗಳಿಗೆ ಸಾಲಗಾರರಾಗುವಂತ ಪರಿಸ್ಥಿತಿ ಉದ್ಭವ ವಾಗಿದೆ. ಸಂಬಂಧಿಸಿದ ಕ್ಷೇತ್ರ ಶಿಕ್ಷಣಾಧಿಕಾರಿಗಳ ಶಿವಾನಂದ ಮಲ್ಲಾಡ ಅವರನ್ನು ಮತ್ತು ಜಿಲ್ಲೆಯ ಉಪನಿರ್ದೇಶಕರಾದ ಕಚ್ಚಾನ್ನಸ್ವಾಮಿ ಕೇಲದಿಮಠ ಅವರನ್ನು ವಿಚಾರಿಸಿದರೆ ಸರಿಯಾದ ಉತ್ತರ ನೀಡಿಲ್ಲ ಎಂದು ಶಿಕ್ಷಕರು ಅಳಲು ತೋಡಿಕೊಂಡರು. ಜಿಲ್ಲಾ ಪಂಚಾಯತಿ ಮುಖ್ಯ ಕಾರ್ಯನಿರ್ವಾಹಕ ಅಧಿಕಾರಿಗಳು ಶೀಘ್ರ ಕ್ರಮ ಕೈಗೊಂಡು ವೇತನ ಬಿಡುಗಡೆ ಮಾಡಬೇಕೆಂದು ಸಂಘದ ಜಿಲ್ಲಾ ಅಧ್ಯಕ್ಷ ಶಿಕ್ಷಕರು ಆಗ್ರಹಿಸಿದ್ದಾರೆ. — [20, 320, 376, 521]
page-number: 5 — [1484, 2, 1511, 47]
divider-food-bottom — [1147, 1807, 1526, 1808]
story-salary — [17, 54, 377, 575]
lead-body-left-wrap — [399, 245, 667, 552]
hostel-headline: ಮೆಟ್ರಿಕ್ ನಂತರದ ವಿದ್ಯಾರ್ಥಿ ನಿಲಯಗಳ ಪ್ರವೇಶಾತಿಗೆ ಅರ್ಜಿ ಆಹ್ವಾನ — [53, 1415, 341, 1468]
caste-survey-photo — [399, 805, 782, 1036]
sfi-byline: ಪಾಂಡವ ನ್ಯೂಸ್, ಹಾವೇರಿ: — [399, 1390, 535, 1405]
lead-body-right: ಜಿಲ್ಲೆಗಳಲ್ಲಿನ ಭೂ ಸ್ಥಾನಿಕ ಮಾಹಿತಿಯನ್ನು ಗಣಕೀಕರಣ ಮಾಡಲು ಹೊಸ ತಂತ್ರಾಂಶ ಅಭಿವೃದ್ಧಿ ಪಡಿಸಲು ಸರ್ಕಾರದಲ್ಲಿ ಚಿಂತನೆ ನಡೆಸಲಾಗಿದೆ ಎಂದರು. ಚಿತ್ರದುರ್ಗ ಜಿಲ್ಲಾಧಿಕಾರಿ ಟಿ. ವೆಂಕಟೇಶ್ ಮಾತನಾಡಿ, ಜಿಲ್ಲೆಯಲ್ಲಿ ಇದುವರೆಗೂ ಮಳೆಯಿಂದಾಗಿ 11 ಜಾನುವಾರುಗಳು ಮೃತಪಟ್ಟಿವೆ. 148 ಮನೆಗಳು ಹಾನಿಯಾಗಿವೆ. ಸಂತ್ರಸ್ತರಿಗೆ ಪರಿಹಾರ ನೀಡಲು ಈಗಾಗಲೇ ಕ್ರಮ ವಹಿಸಲಾಗಿದೆ. ಜಿಲ್ಲೆಯಲ್ಲಿ ಶೇ.94ಕ್ಕೂ ಹೆಚ್ಚು ಲ್ಯಾಂಡ್ ಬೀಟ್ ನಡೆಸಲಾಗಿದೆ. ಫಾರಂ 53 ಹಾಗೂ 57 ಅಡಿ ಜಿಲ್ಲೆಯಲ್ಲಿ 76 ಸಾವಿರ ಅರ್ಜಿಗಳು ಸಲ್ಲಿಕೆಯಾಗಿವೆ ಎಂದು ಮಾಹಿತಿ ನೀಡಿದರು. ವಿಡಿಯೋ ಕಾನ್ಫರೆನ್ಸ್‌ನಲ್ಲಿ ಅಪರ ಜಿಲ್ಲಾಧಿಕಾರಿ ಬಿ.ಟಿ.ಕುಮಾರಸ್ವಾಮಿ, ಸೇರಿದಂತೆ ಕಂದಾಯ ಇಲಾಖೆಯ ಅಧಿಕಾರಿಗಳು ಇದ್ದರು. — [1235, 247, 1519, 448]
divider-right — [1135, 736, 1137, 1741]
